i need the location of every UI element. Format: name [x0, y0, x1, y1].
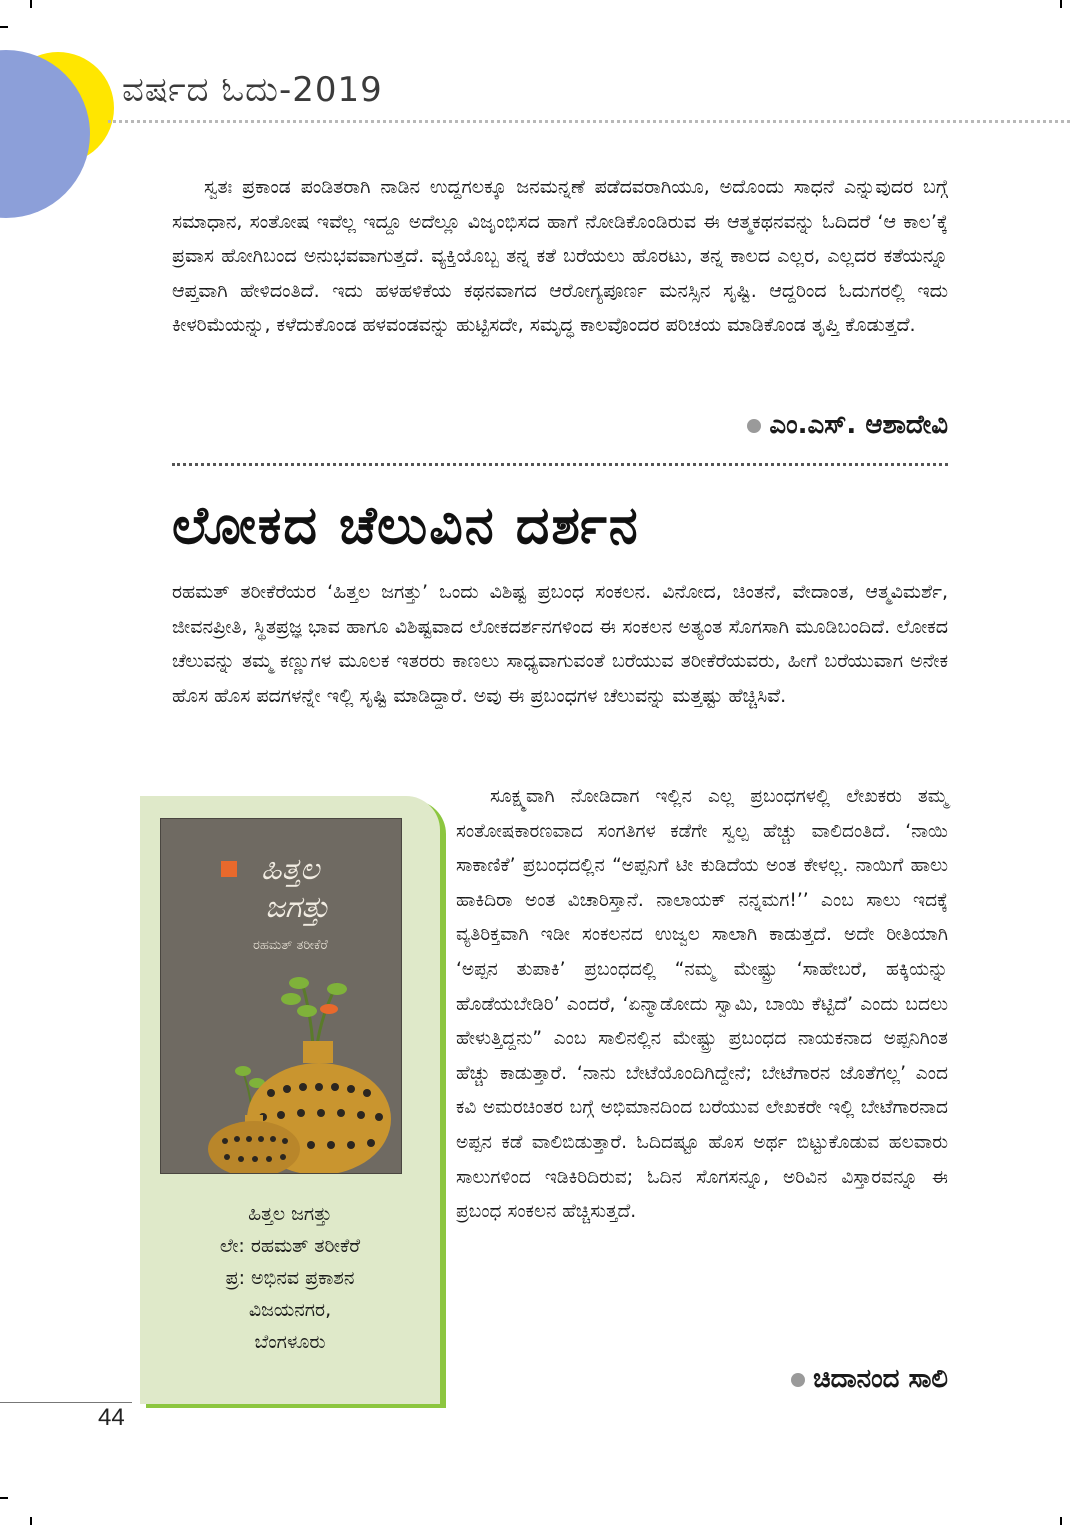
footer-rule: [0, 1402, 132, 1403]
crop-mark: [30, 1517, 32, 1525]
book-caption-title: ಹಿತ್ತಲ ಜಗತ್ತು: [248, 1203, 332, 1225]
crop-mark: [1060, 1517, 1062, 1525]
cover-title-line2: ಜಗತ್ತು: [265, 890, 330, 925]
article-1-byline: [747, 410, 948, 441]
article-1-author: ಎಂ.ಎಸ್. ಆಶಾದೇವಿ: [769, 410, 948, 440]
section-header-title: ವರ್ಷದ ಓದು-2019: [122, 70, 383, 110]
bullet-dot-icon: [791, 1373, 805, 1387]
article-2-byline: [791, 1364, 948, 1395]
cover-author: ರಹಮತ್ ತರೀಕೆರೆ: [253, 938, 328, 953]
header-dotted-rule: [108, 120, 1070, 123]
article-2-body: ಸೂಕ್ಷ್ಮವಾಗಿ ನೋಡಿದಾಗ ಇಲ್ಲಿನ ಎಲ್ಲ ಪ್ರಬಂಧಗಳಲ್ಲಿ ಲೇಖಕರು ತಮ್ಮ ಸಂತೋಷಕಾರಣವಾದ ಸಂಗತಿಗಳ ಕಡೆಗೇ ಸ್ವಲ್ಪ ಹೆಚ್ಚು ವಾಲಿದಂತಿದೆ. ‘ನಾಯಿ ಸಾಕಾಣಿಕೆ’ ಪ್ರಬಂಧದಲ್ಲಿನ “ಅಪ್ಪನಿಗೆ ಟೀ ಕುಡಿದೆಯ ಅಂತ ಕೇಳಲ್ಲ. ನಾಯಿಗೆ ಹಾಲು ಹಾಕಿದಿರಾ ಅಂತ ವಿಚಾರಿಸ್ತಾನೆ. ನಾಲಾಯಕ್ ನನ್ನಮಗ!’’ ಎಂಬ ಸಾಲು ಇದಕ್ಕೆ ವ್ಯತಿರಿಕ್ತವಾಗಿ ಇಡೀ ಸಂಕಲನದ ಉಜ್ವಲ ಸಾಲಾಗಿ ಕಾಡುತ್ತದೆ. ಅದೇ ರೀತಿಯಾಗಿ ‘ಅಪ್ಪನ ತುಪಾಕಿ’ ಪ್ರಬಂಧದಲ್ಲಿ “ನಮ್ಮ ಮೇಷ್ಟ್ರು ‘ಸಾಹೇಬರೆ, ಹಕ್ಕಿಯನ್ನು ಹೊಡೆಯಬೇಡಿರಿ’ ಎಂದರೆ, ‘ಏನ್ಮಾಡೋದು ಸ್ವಾಮಿ, ಬಾಯಿ ಕೆಟ್ಟಿದೆ’ ಎಂದು ಬದಲು ಹೇಳುತ್ತಿದ್ದನು” ಎಂಬ ಸಾಲಿನಲ್ಲಿನ ಮೇಷ್ಟ್ರು ಪ್ರಬಂಧದ ನಾಯಕನಾದ ಅಪ್ಪನಿಗಿಂತ ಹೆಚ್ಚು ಕಾಡುತ್ತಾರೆ. ‘ನಾನು ಬೇಟೆಯೊಂದಿಗಿದ್ದೇನೆ; ಬೇಟೆಗಾರನ ಜೊತೆಗಲ್ಲ’ ಎಂದ ಕವಿ ಅಮರಚಿಂತರ ಬಗ್ಗೆ ಅಭಿಮಾನದಿಂದ ಬರೆಯುವ ಲೇಖಕರೇ ಇಲ್ಲಿ ಬೇಟೆಗಾರನಾದ ಅಪ್ಪನ ಕಡೆ ವಾಲಿಬಿಡುತ್ತಾರೆ. ಓದಿದಷ್ಟೂ ಹೊಸ ಅರ್ಥ ಬಿಟ್ಟುಕೊಡುವ ಹಲವಾರು ಸಾಲುಗಳಿಂದ ಇಡಿಕಿರಿದಿರುವ; ಓದಿನ ಸೊಗಸನ್ನೂ, ಅರಿವಿನ ವಿಸ್ತಾರವನ್ನೂ ಈ ಪ್ರಬಂಧ ಸಂಕಲನ ಹೆಚ್ಚಿಸುತ್ತದೆ.: [456, 786, 948, 1223]
book-caption: [150, 1198, 430, 1358]
section-divider: [172, 463, 948, 466]
article-1-body: ಸ್ವತಃ ಪ್ರಕಾಂಡ ಪಂಡಿತರಾಗಿ ನಾಡಿನ ಉದ್ದಗಲಕ್ಕೂ ಜನಮನ್ನಣೆ ಪಡೆದವರಾಗಿಯೂ, ಅದೊಂದು ಸಾಧನೆ ಎನ್ನುವುದರ ಬಗ್ಗೆ ಸಮಾಧಾನ, ಸಂತೋಷ ಇವೆಲ್ಲ ಇದ್ದೂ ಅದೆಲ್ಲೂ ವಿಜೃಂಭಿಸದ ಹಾಗೆ ನೋಡಿಕೊಂಡಿರುವ ಈ ಆತ್ಮಕಥನವನ್ನು ಓದಿದರೆ ‘ಆ ಕಾಲ’ಕ್ಕೆ ಪ್ರವಾಸ ಹೋಗಿಬಂದ ಅನುಭವವಾಗುತ್ತದೆ. ವ್ಯಕ್ತಿಯೊಬ್ಬ ತನ್ನ ಕತೆ ಬರೆಯಲು ಹೊರಟು, ತನ್ನ ಕಾಲದ ಎಲ್ಲರ, ಎಲ್ಲದರ ಕತೆಯನ್ನೂ ಆಪ್ತವಾಗಿ ಹೇಳಿದಂತಿದೆ. ಇದು ಹಳಹಳಿಕೆಯ ಕಥನವಾಗದ ಆರೋಗ್ಯಪೂರ್ಣ ಮನಸ್ಸಿನ ಸೃಷ್ಟಿ. ಆದ್ದರಿಂದ ಓದುಗರಲ್ಲಿ ಇದು ಕೀಳರಿಮೆಯನ್ನು, ಕಳೆದುಕೊಂಡ ಹಳವಂಡವನ್ನು ಹುಟ್ಟಿಸದೇ, ಸಮೃದ್ಧ ಕಾಲವೊಂದರ ಪರಿಚಯ ಮಾಡಿಕೊಂಡ ತೃಪ್ತಿ ಕೊಡುತ್ತದೆ.: [172, 176, 948, 337]
crop-mark: [1060, 0, 1062, 8]
cover-title-line1: ಹಿತ್ತಲ: [261, 852, 320, 887]
book-caption-author: ಲೇ: ರಹಮತ್ ತರೀಕೆರೆ: [219, 1235, 361, 1257]
article-2-author: ಚಿದಾನಂದ ಸಾಲಿ: [813, 1364, 948, 1394]
book-cover-image: [160, 818, 402, 1174]
book-cover-illustration: [161, 819, 401, 1173]
page-number: 44: [98, 1404, 125, 1431]
header-circles-decoration: [0, 0, 160, 220]
book-caption-region: ಬೆಂಗಳೂರು: [254, 1331, 326, 1353]
crop-mark: [0, 1497, 8, 1499]
article-2-intro: ರಹಮತ್ ತರೀಕೆರೆಯರ ‘ಹಿತ್ತಲ ಜಗತ್ತು’ ಒಂದು ವಿಶಿಷ್ಟ ಪ್ರಬಂಧ ಸಂಕಲನ. ವಿನೋದ, ಚಿಂತನೆ, ವೇದಾಂತ, ಆತ್ಮವಿಮರ್ಶೆ, ಜೀವನಪ್ರೀತಿ, ಸ್ಥಿತಪ್ರಜ್ಞ ಭಾವ ಹಾಗೂ ವಿಶಿಷ್ಟವಾದ ಲೋಕದರ್ಶನಗಳಿಂದ ಈ ಸಂಕಲನ ಅತ್ಯಂತ ಸೊಗಸಾಗಿ ಮೂಡಿಬಂದಿದೆ. ಲೋಕದ ಚೆಲುವನ್ನು ತಮ್ಮ ಕಣ್ಣುಗಳ ಮೂಲಕ ಇತರರು ಕಾಣಲು ಸಾಧ್ಯವಾಗುವಂತೆ ಬರೆಯುವ ತರೀಕೆರೆಯವರು, ಹೀಗೆ ಬರೆಯುವಾಗ ಅನೇಕ ಹೊಸ ಹೊಸ ಪದಗಳನ್ನೇ ಇಲ್ಲಿ ಸೃಷ್ಟಿ ಮಾಡಿದ್ದಾರೆ. ಅವು ಈ ಪ್ರಬಂಧಗಳ ಚೆಲುವನ್ನು ಮತ್ತಷ್ಟು ಹೆಚ್ಚಿಸಿವೆ.: [172, 581, 948, 707]
article-2-headline: ಲೋಕದ ಚೆಲುವಿನ ದರ್ಶನ: [172, 496, 640, 556]
book-caption-city: ವಿಜಯನಗರ,: [248, 1299, 332, 1321]
bullet-dot-icon: [747, 419, 761, 433]
book-caption-publisher: ಪ್ರ: ಅಭಿನವ ಪ್ರಕಾಶನ: [225, 1267, 355, 1289]
